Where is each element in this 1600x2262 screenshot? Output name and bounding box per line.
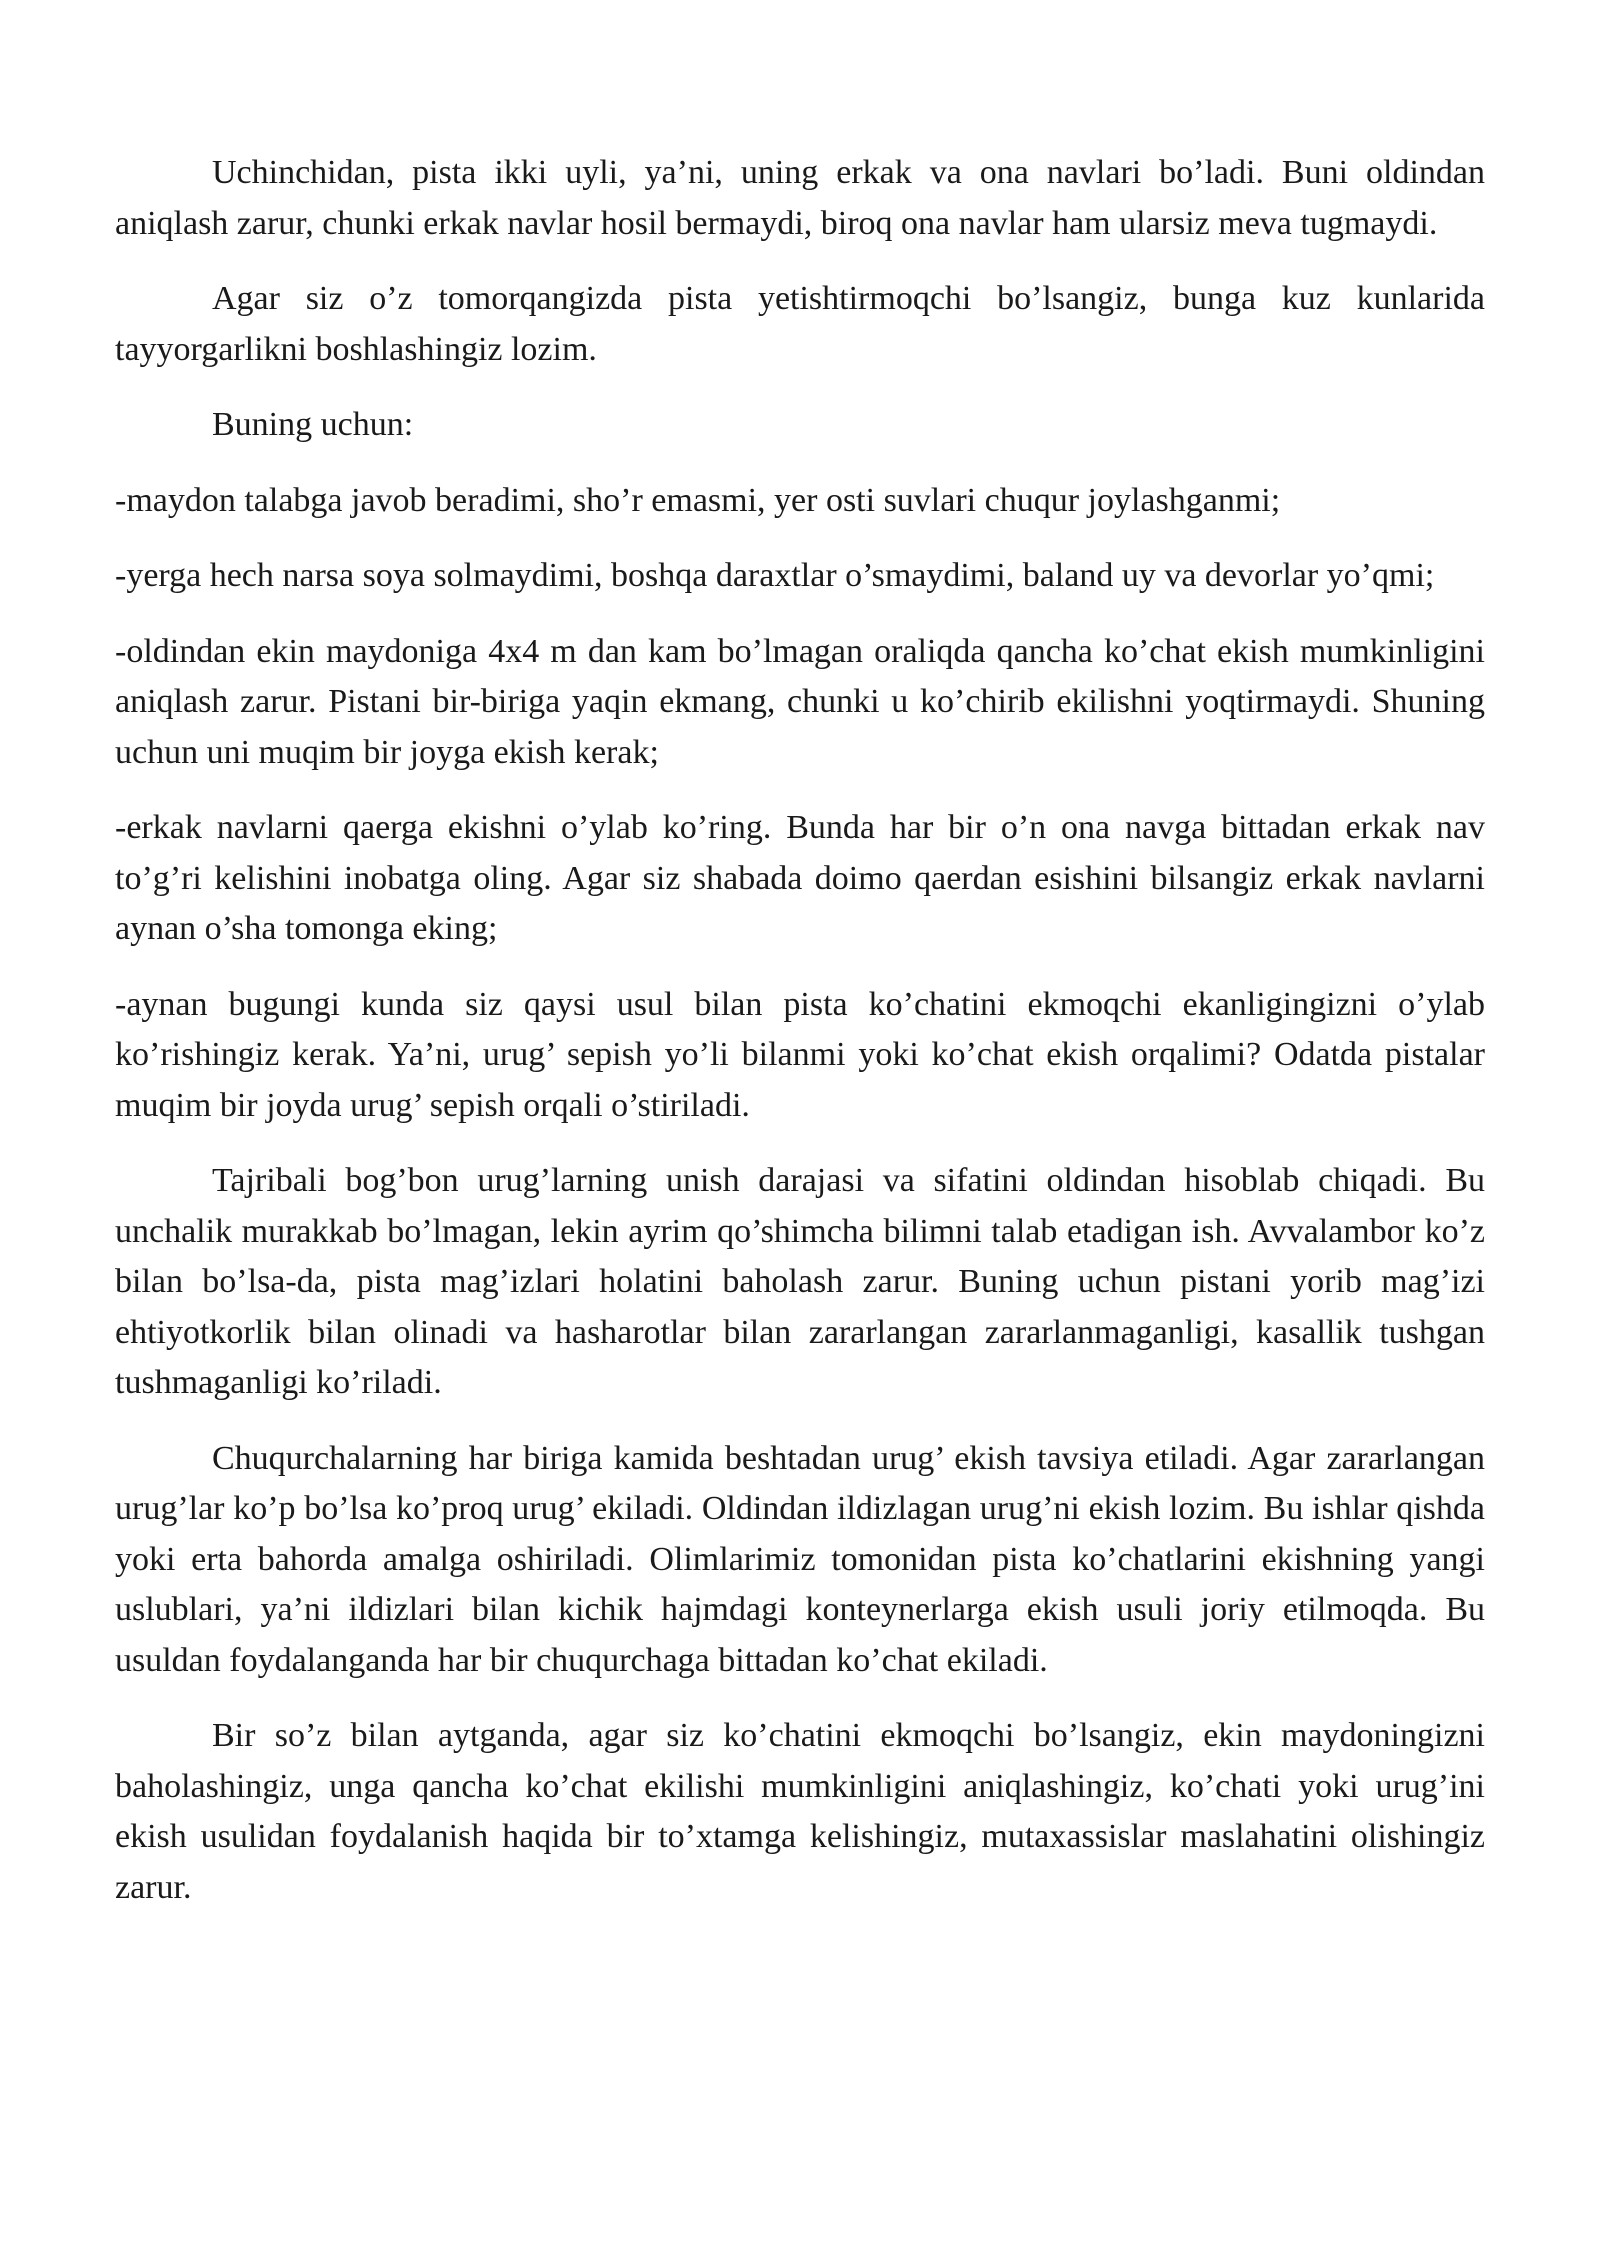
list-item-2: -yerga hech narsa soya solmaydimi, boshqa daraxtlar o’smaydimi, baland uy va devorlar yo’qmi; xyxy=(115,557,1435,594)
list-item-1: -maydon talabga javob beradimi, sho’r emasmi, yer osti suvlari chuqur joylashganmi; xyxy=(115,481,1281,519)
paragraph-1: Uchinchidan, pista ikki uyli, ya’ni, uning erkak va ona navlari bo’ladi. Buni oldindan aniqlash zarur, chunki erkak navlar hosil bermaydi, biroq ona navlar ham ularsiz meva tugmaydi. xyxy=(115,154,1485,242)
list-item-5: -aynan bugungi kunda siz qaysi usul bilan pista ko’chatini ekmoqchi ekanligingizni o’ylab ko’rishingiz kerak. Ya’ni, urug’ sepish yo’li bilanmi yoki ko’chat ekish orqalimi? Odatda pistalar muqim bir joyda urug’ sepish orqali o’stiriladi. xyxy=(115,985,1485,1124)
paragraph-6: Bir so’z bilan aytganda, agar siz ko’chatini ekmoqchi bo’lsangiz, ekin maydoningizni baholashingiz, unga qancha ko’chat ekilishi mumkinligini aniqlashingiz, ko’chati yoki urug’ini ekish usulidan foydalanish haqida bir to’xtamga kelishingiz, mutaxassislar maslahatini olishingiz zarur. xyxy=(115,1717,1485,1906)
document-body xyxy=(115,148,1485,1938)
paragraph-3: Buning uchun: xyxy=(212,406,414,443)
list-item-4: -erkak navlarni qaerga ekishni o’ylab ko’ring. Bunda har bir o’n ona navga bittadan erkak nav to’g’ri kelishini inobatga oling. Agar siz shabada doimo qaerdan esishini bilsangiz erkak navlarni aynan o’sha tomonga eking; xyxy=(115,809,1485,947)
list-item-3: -oldindan ekin maydoniga 4x4 m dan kam bo’lmagan oraliqda qancha ko’chat ekish mumkinligini aniqlash zarur. Pistani bir-biriga yaqin ekmang, chunki u ko’chirib ekilishni yoqtirmaydi. Shuning uchun uni muqim bir joyga ekish kerak; xyxy=(115,632,1485,771)
paragraph-5: Chuqurchalarning har biriga kamida beshtadan urug’ ekish tavsiya etiladi. Agar zararlangan urug’lar ko’p bo’lsa ko’proq urug’ ekiladi. Oldindan ildizlagan urug’ni ekish lozim. Bu ishlar qishda yoki erta bahorda amalga oshiriladi. Olimlarimiz tomonidan pista ko’chatlarini ekishning yangi uslublari, ya’ni ildizlari bilan kichik hajmdagi konteynerlarga ekish usuli joriy etilmoqda. Bu usuldan foydalanganda har bir chuqurchaga bittadan ko’chat ekiladi. xyxy=(115,1439,1485,1679)
paragraph-4: Tajribali bog’bon urug’larning unish darajasi va sifatini oldindan hisoblab chiqadi. Bu unchalik murakkab bo’lmagan, lekin ayrim qo’shimcha bilimni talab etadigan ish. Avvalambor ko’z bilan bo’lsa-da, pista mag’izlari holatini baholash zarur. Buning uchun pistani yorib mag’izi ehtiyotkorlik bilan olinadi va hasharotlar bilan zararlangan zararlanmaganligi, kasallik tushgan tushmaganligi ko’riladi. xyxy=(115,1162,1485,1401)
paragraph-2: Agar siz o’z tomorqangizda pista yetishtirmoqchi bo’lsangiz, bunga kuz kunlarida tayyorgarlikni boshlashingiz lozim. xyxy=(115,280,1485,368)
